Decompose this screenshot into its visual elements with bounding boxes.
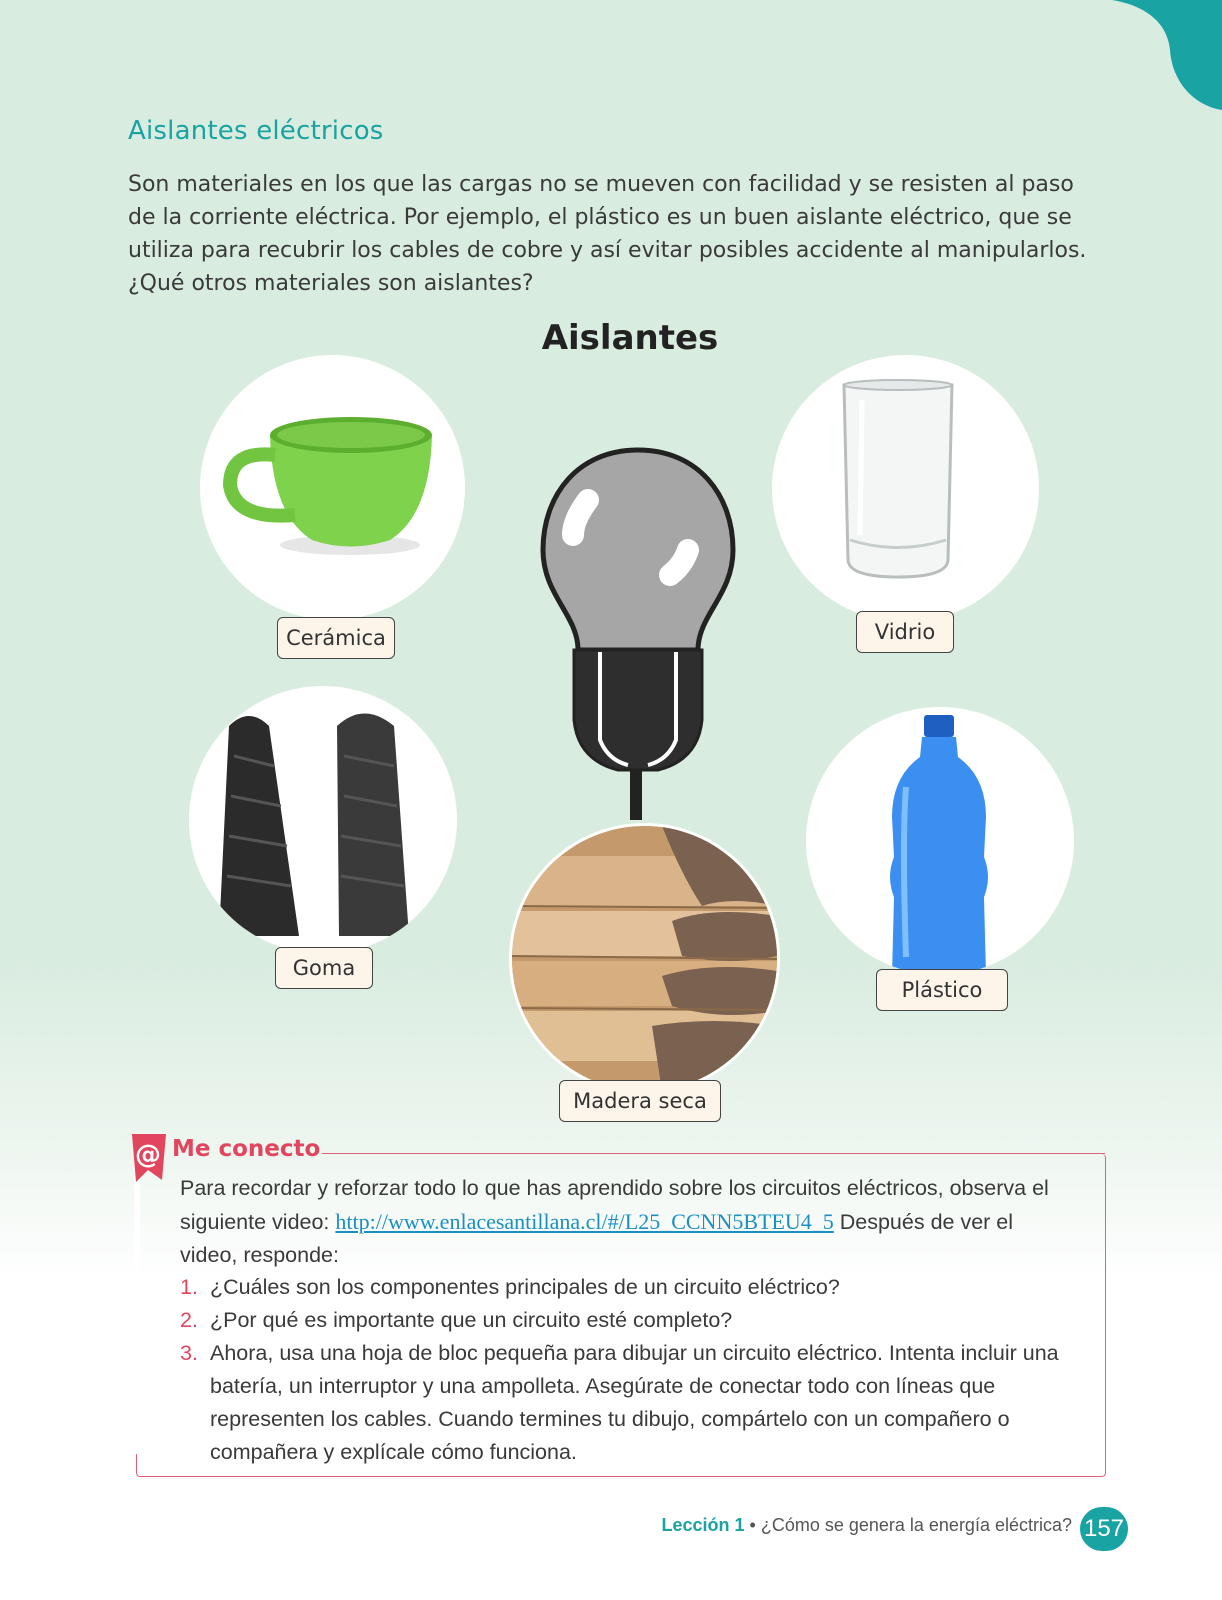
label-vidrio: Vidrio — [856, 611, 954, 653]
page-number: 157 — [1080, 1507, 1128, 1551]
glass-image — [772, 355, 1039, 622]
dry-wood-image — [509, 823, 780, 1094]
me-conecto-text — [180, 1172, 1060, 1272]
ceramic-cup-image — [200, 355, 465, 620]
svg-text:@: @ — [135, 1140, 161, 1170]
question-item — [180, 1271, 1080, 1304]
diagram-title: Aislantes — [541, 318, 719, 358]
footer-lesson: Lección 1 — [661, 1515, 745, 1535]
question-number: 3. — [180, 1341, 198, 1365]
plastic-bottle-image — [806, 707, 1074, 975]
corner-decoration — [1112, 0, 1222, 110]
rubber-tires-image — [189, 686, 457, 954]
label-plastico: Plástico — [876, 969, 1008, 1011]
question-text: ¿Por qué es importante que un circuito esté completo? — [210, 1308, 733, 1332]
question-item — [180, 1337, 1080, 1469]
section-title: Aislantes eléctricos — [128, 116, 384, 146]
me-conecto-divider — [322, 1153, 1105, 1154]
me-conecto-box-gap — [134, 1154, 140, 1454]
label-madera-seca: Madera seca — [559, 1080, 721, 1122]
me-conecto-text-before: Para recordar y reforzar todo lo que has aprendido sobre los circuitos eléctricos, observa el siguiente video: — [180, 1176, 1049, 1234]
question-text: Ahora, usa una hoja de bloc pequeña para dibujar un circuito eléctrico. Intenta incluir una batería, un interruptor y una ampolleta. Asegúrate de conectar todo con líneas que representen los cables. Cuando termines tu dibujo, compártelo con un compañero o compañera y explícale cómo funciona. — [210, 1341, 1059, 1464]
at-sign-bookmark-icon — [128, 1130, 170, 1184]
intro-paragraph: Son materiales en los que las cargas no se mueven con facilidad y se resisten al paso de la corriente eléctrica. Por ejemplo, el plástico es un buen aislante eléctrico, que se utiliza para recubrir los cables de cobre y así evitar posibles accidente al manipularlos. ¿Qué otros materiales son aislantes? — [128, 172, 1087, 296]
light-bulb-icon — [538, 440, 738, 820]
question-number: 2. — [180, 1308, 198, 1332]
question-list — [180, 1271, 1080, 1469]
footer-separator: • — [744, 1515, 761, 1535]
question-number: 1. — [180, 1275, 198, 1299]
label-goma: Goma — [275, 947, 373, 989]
label-ceramica: Cerámica — [277, 617, 395, 659]
question-item — [180, 1304, 1080, 1337]
video-link[interactable]: http://www.enlacesantillana.cl/#/L25_CCNN5BTEU4_5 — [335, 1209, 834, 1234]
me-conecto-title: Me conecto — [172, 1136, 321, 1162]
me-conecto-text-after: Después de ver el video, responde: — [180, 1210, 1014, 1267]
footer — [661, 1515, 1072, 1536]
question-text: ¿Cuáles son los componentes principales de un circuito eléctrico? — [210, 1275, 840, 1299]
footer-subtitle: ¿Cómo se genera la energía eléctrica? — [760, 1515, 1072, 1535]
